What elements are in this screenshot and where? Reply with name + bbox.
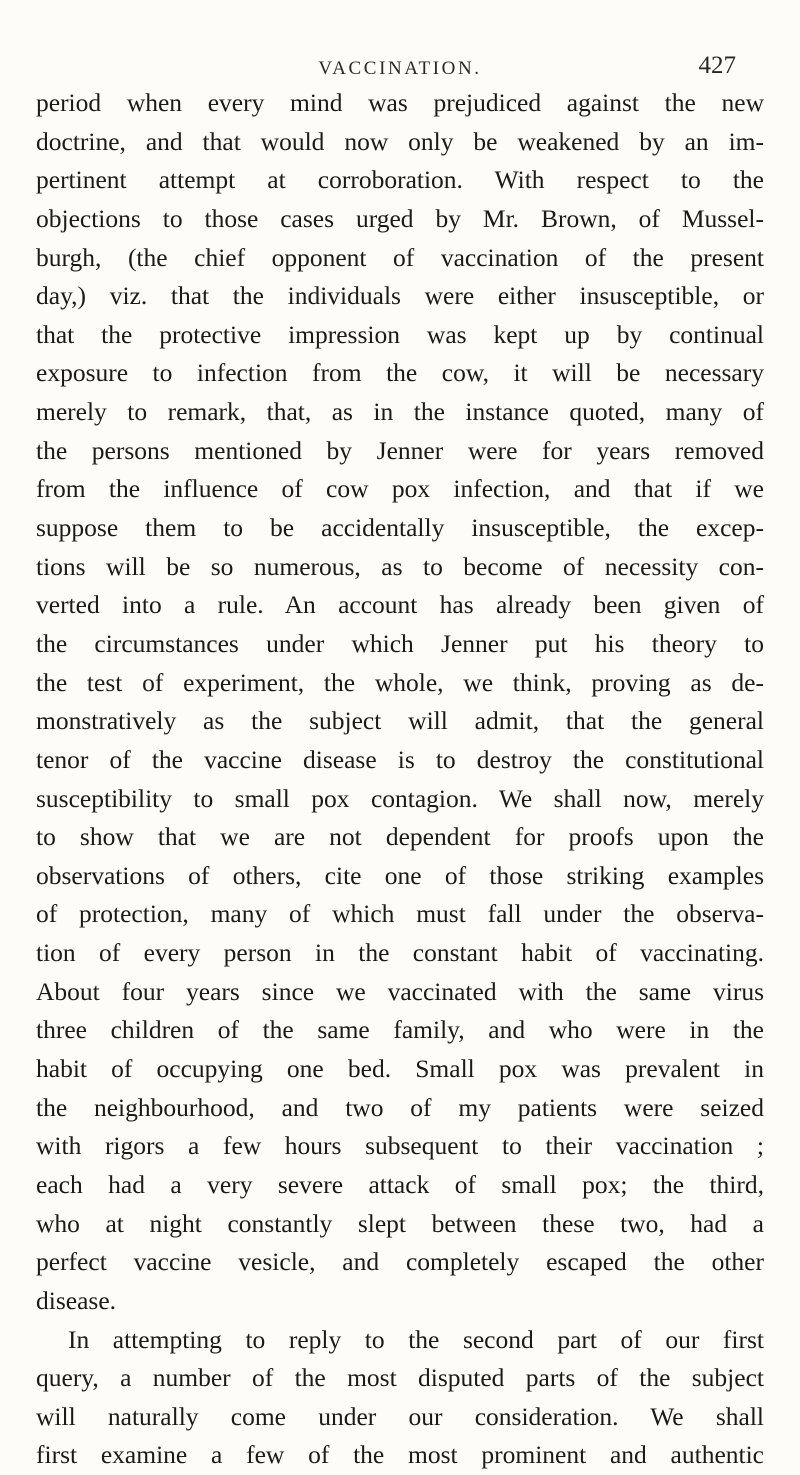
text-line: the neighbourhood, and two of my patients were seized (36, 1092, 764, 1122)
running-title: VACCINATION. (318, 58, 482, 79)
text-line: tion of every person in the constant habit of vaccinating. (36, 938, 764, 968)
text-line: objections to those cases urged by Mr. Brown, of Mussel- (36, 203, 764, 233)
text-line: the test of experiment, the whole, we think, proving as de- (36, 667, 764, 697)
text-line: period when every mind was prejudiced against the new (36, 88, 764, 117)
text-line: tenor of the vaccine disease is to destroy the constitutional (36, 744, 764, 774)
text-line: that the protective impression was kept up by continual (36, 319, 764, 349)
text-line: habit of occupying one bed. Small pox was prevalent in (36, 1054, 764, 1084)
text-line: perfect vaccine vesicle, and completely escaped the other (36, 1247, 764, 1277)
running-head (0, 50, 800, 84)
text-line: observations of others, cite one of those striking examples (36, 860, 764, 890)
body-text (36, 84, 764, 1475)
text-line: of protection, many of which must fall under the observa- (36, 899, 764, 929)
paragraph-end-line: disease. (36, 1285, 117, 1315)
text-line: the persons mentioned by Jenner were for years removed (36, 435, 764, 465)
text-line: burgh, (the chief opponent of vaccination of the present (36, 242, 764, 272)
text-line: About four years since we vaccinated with the same virus (36, 976, 764, 1006)
text-line: exposure to infection from the cow, it will be necessary (36, 358, 764, 388)
text-line: the circumstances under which Jenner put his theory to (36, 628, 764, 658)
text-line: each had a very severe attack of small pox; the third, (36, 1169, 764, 1199)
text-line: with rigors a few hours subsequent to their vaccination ; (36, 1131, 764, 1161)
text-line: monstratively as the subject will admit, that the general (36, 706, 764, 736)
text-line: tions will be so numerous, as to become of necessity con- (36, 551, 764, 581)
text-line: from the influence of cow pox infection, and that if we (36, 474, 764, 504)
text-line: doctrine, and that would now only be weakened by an im- (36, 126, 764, 156)
text-line: first examine a few of the most prominent and authentic (36, 1440, 764, 1470)
page-number: 427 (698, 52, 736, 79)
text-line: verted into a rule. An account has already been given of (36, 590, 764, 620)
text-line: day,) viz. that the individuals were either insusceptible, or (36, 281, 764, 311)
text-line: pertinent attempt at corroboration. With respect to the (36, 165, 764, 195)
paragraph-start-line: In attempting to reply to the second part of our first (68, 1324, 764, 1354)
text-line: merely to remark, that, as in the instance quoted, many of (36, 397, 764, 427)
text-line: susceptibility to small pox contagion. We shall now, merely (36, 783, 764, 813)
text-line: will naturally come under our consideration. We shall (36, 1401, 764, 1431)
text-line: three children of the same family, and who were in the (36, 1015, 764, 1045)
text-line: suppose them to be accidentally insusceptible, the excep- (36, 513, 764, 543)
text-line: to show that we are not dependent for proofs upon the (36, 822, 764, 852)
text-line: query, a number of the most disputed parts of the subject (36, 1363, 764, 1393)
text-line: who at night constantly slept between these two, had a (36, 1208, 764, 1238)
